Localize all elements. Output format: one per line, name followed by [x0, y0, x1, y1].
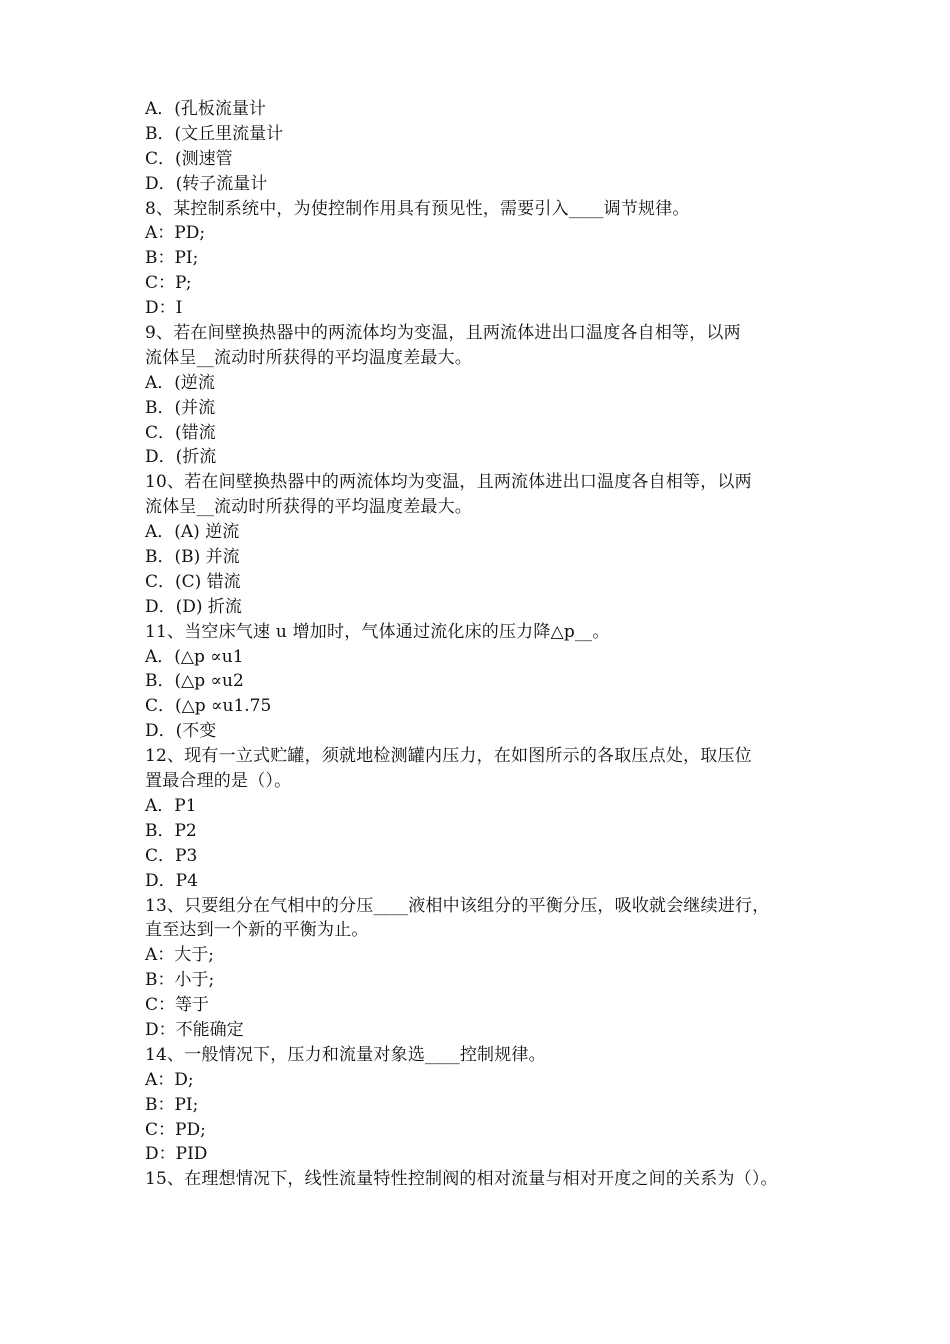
option-line: D．(D) 折流	[145, 596, 242, 617]
option-line: C．(C) 错流	[145, 571, 241, 592]
question-13-continuation: 直至达到一个新的平衡为止。	[145, 920, 369, 941]
question-15: 15、在理想情况下，线性流量特性控制阀的相对流量与相对开度之间的关系为（）。	[145, 1169, 778, 1190]
option-line: B．P2	[145, 820, 197, 841]
option-line: A．(A) 逆流	[145, 522, 240, 543]
option-line: D：不能确定	[145, 1019, 244, 1040]
option-line: B．(并流	[145, 397, 216, 418]
option-line: C．P3	[145, 845, 198, 866]
option-line: A：大于;	[145, 945, 215, 966]
question-8: 8、某控制系统中，为使控制作用具有预见性，需要引入____调节规律。	[145, 198, 690, 219]
option-line: B：PI;	[145, 1094, 199, 1115]
option-line: D：I	[145, 298, 183, 319]
option-line: A．(△p ∝u1	[145, 646, 244, 667]
option-line: C：P;	[145, 273, 192, 294]
question-11: 11、当空床气速 u 增加时，气体通过流化床的压力降△p__。	[145, 621, 610, 642]
option-line: A：D;	[145, 1069, 194, 1090]
option-line: B：小于;	[145, 970, 215, 991]
option-line: C．(测速管	[145, 148, 233, 169]
option-line: B．(文丘里流量计	[145, 123, 284, 144]
question-9-continuation: 流体呈__流动时所获得的平均温度差最大。	[145, 347, 472, 368]
option-line: D．(折流	[145, 447, 217, 468]
option-line: B：PI;	[145, 248, 199, 269]
question-10-continuation: 流体呈__流动时所获得的平均温度差最大。	[145, 497, 472, 518]
question-12-continuation: 置最合理的是（）。	[145, 771, 292, 792]
option-line: D：PID	[145, 1144, 208, 1165]
question-9: 9、若在间壁换热器中的两流体均为变温，且两流体进出口温度各自相等，以两	[145, 323, 741, 344]
option-line: D．(不变	[145, 721, 217, 742]
document-body	[145, 97, 817, 1192]
question-12: 12、现有一立式贮罐，须就地检测罐内压力，在如图所示的各取压点处，取压位	[145, 746, 752, 767]
question-10: 10、若在间壁换热器中的两流体均为变温，且两流体进出口温度各自相等，以两	[145, 472, 752, 493]
option-line: A．P1	[145, 795, 197, 816]
option-line: C．(△p ∝u1.75	[145, 696, 272, 717]
option-line: A：PD;	[145, 223, 206, 244]
question-13: 13、只要组分在气相中的分压____液相中该组分的平衡分压，吸收就会继续进行，	[145, 895, 770, 916]
option-line: C：PD;	[145, 1119, 206, 1140]
option-line: D．P4	[145, 870, 198, 891]
option-line: A．(逆流	[145, 372, 215, 393]
option-line: C：等于	[145, 995, 210, 1016]
question-14: 14、一般情况下，压力和流量对象选____控制规律。	[145, 1044, 546, 1065]
option-line: D．(转子流量计	[145, 173, 268, 194]
option-line: B．(B) 并流	[145, 547, 240, 568]
option-line: B．(△p ∝u2	[145, 671, 244, 692]
option-line: C．(错流	[145, 422, 216, 443]
option-line: A．(孔板流量计	[145, 99, 266, 119]
